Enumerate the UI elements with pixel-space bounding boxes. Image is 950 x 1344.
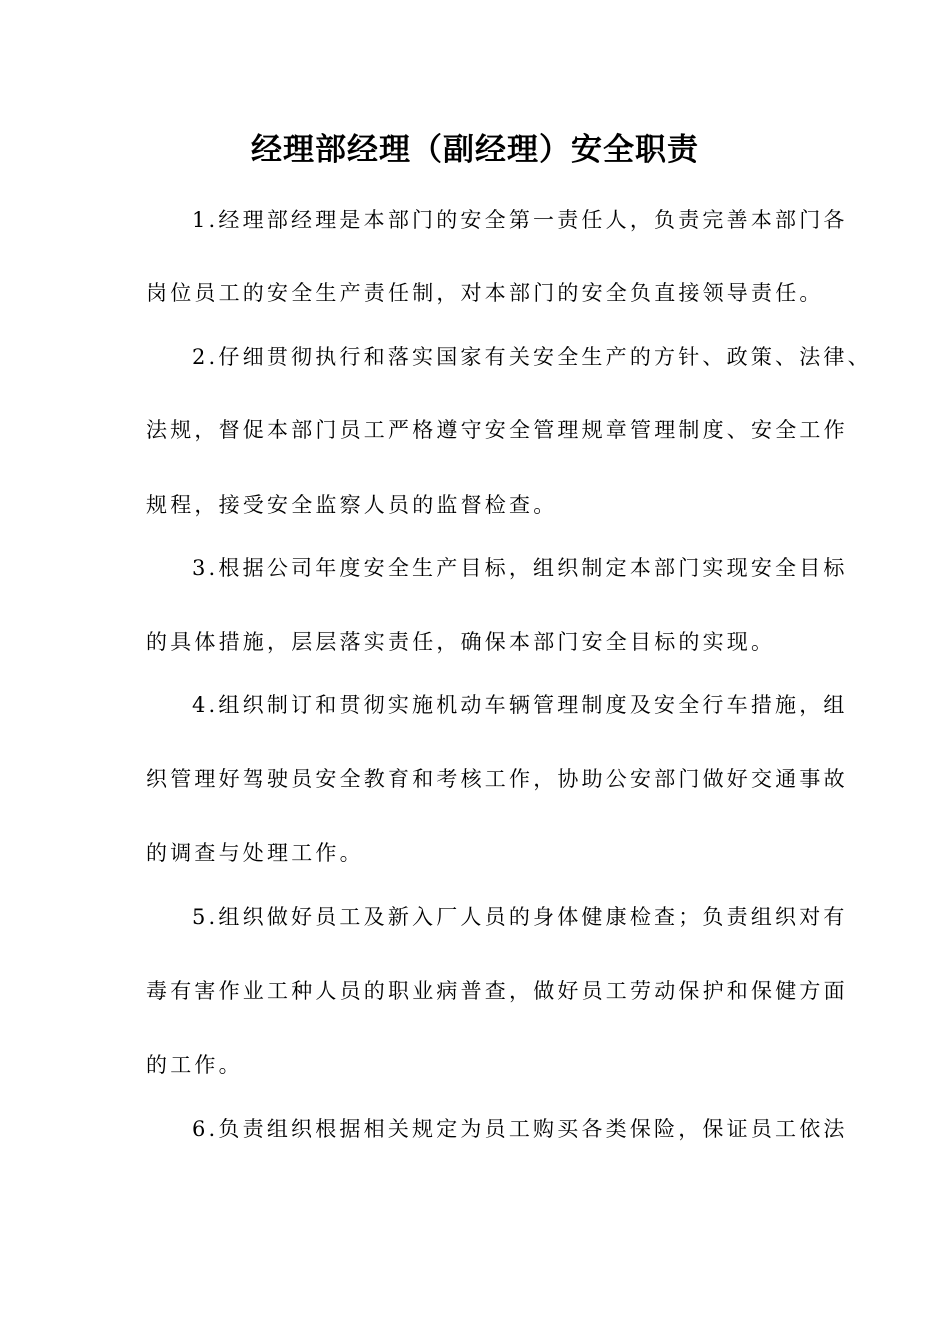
paragraph-4-line-2: 织管理好驾驶员安全教育和考核工作，协助公安部门做好交通事故 [146, 767, 848, 791]
paragraph-5-line-3: 的工作。 [146, 1053, 243, 1077]
paragraph-2-line-3: 规程，接受安全监察人员的监督检查。 [146, 493, 558, 517]
paragraph-6-line-1: 6.负责组织根据相关规定为员工购买各类保险，保证员工依法 [192, 1117, 848, 1141]
paragraph-5-line-1: 5.组织做好员工及新入厂人员的身体健康检查；负责组织对有 [192, 905, 848, 929]
paragraph-1-line-2: 岗位员工的安全生产责任制，对本部门的安全负直接领导责任。 [146, 281, 824, 305]
paragraph-4-line-3: 的调查与处理工作。 [146, 841, 364, 865]
paragraph-5-line-2: 毒有害作业工种人员的职业病普查，做好员工劳动保护和保健方面 [146, 979, 848, 1003]
paragraph-1-line-1: 1.经理部经理是本部门的安全第一责任人，负责完善本部门各 [192, 208, 848, 232]
paragraph-3-line-1: 3.根据公司年度安全生产目标，组织制定本部门实现安全目标 [192, 556, 848, 580]
paragraph-2-line-2: 法规，督促本部门员工严格遵守安全管理规章管理制度、安全工作 [146, 418, 848, 442]
paragraph-2-line-1: 2.仔细贯彻执行和落实国家有关安全生产的方针、政策、法律、 [192, 345, 872, 369]
document-title: 经理部经理（副经理）安全职责 [251, 132, 699, 168]
paragraph-3-line-2: 的具体措施，层层落实责任，确保本部门安全目标的实现。 [146, 630, 776, 654]
paragraph-4-line-1: 4.组织制订和贯彻实施机动车辆管理制度及安全行车措施，组 [192, 693, 848, 717]
